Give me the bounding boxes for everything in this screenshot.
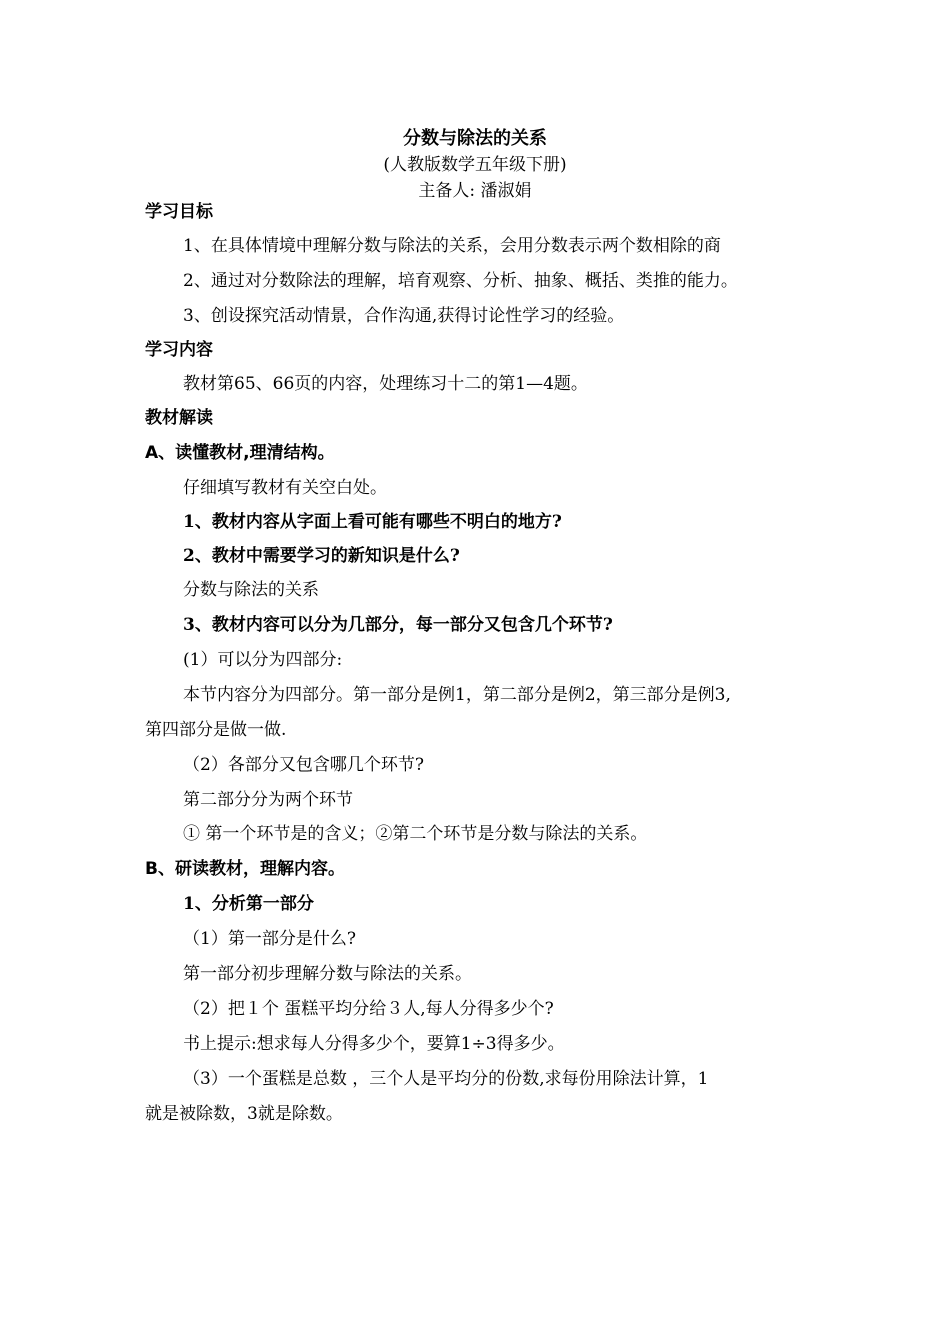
paragraph-line: 就是被除数，3就是除数。 — [145, 1104, 343, 1124]
question-3: 3、教材内容可以分为几部分，每一部分又包含几个环节? — [183, 615, 613, 635]
page-title: 分数与除法的关系 — [403, 128, 547, 149]
goal-item: 3、创设探究活动情景，合作沟通,获得讨论性学习的经验。 — [183, 306, 625, 326]
paragraph-line: 书上提示:想求每人分得多少个，要算1÷3得多少。 — [183, 1034, 565, 1054]
goal-item: 1、在具体情境中理解分数与除法的关系，会用分数表示两个数相除的商 — [183, 236, 721, 256]
paragraph-line: （1）第一部分是什么? — [183, 929, 356, 949]
section-a-intro: 仔细填写教材有关空白处。 — [183, 478, 387, 498]
paragraph-line: (1）可以分为四部分: — [183, 650, 343, 670]
paragraph-line: （2）各部分又包含哪几个环节? — [183, 755, 424, 775]
answer-2: 分数与除法的关系 — [183, 580, 319, 600]
question-2: 2、教材中需要学习的新知识是什么? — [183, 546, 460, 566]
paragraph-line: 本节内容分为四部分。第一部分是例1，第二部分是例2，第三部分是例3, — [183, 685, 731, 705]
paragraph-line: 第一部分初步理解分数与除法的关系。 — [183, 964, 472, 984]
question-1: 1、教材内容从字面上看可能有哪些不明白的地方? — [183, 512, 562, 532]
author-line: 主备人: 潘淑娟 — [418, 181, 532, 201]
section-b-heading: B、研读教材，理解内容。 — [145, 859, 345, 879]
reading-heading: 教材解读 — [145, 408, 213, 428]
content-text: 教材第65、66页的内容，处理练习十二的第1—4题。 — [183, 374, 588, 394]
goal-item: 2、通过对分数除法的理解，培育观察、分析、抽象、概括、类推的能力。 — [183, 271, 738, 291]
section-b-subheading: 1、分析第一部分 — [183, 894, 314, 914]
page-subtitle: (人教版数学五年级下册) — [383, 155, 567, 175]
goals-heading: 学习目标 — [145, 202, 213, 222]
paragraph-line: （3）一个蛋糕是总数 ，三个人是平均分的份数,求每份用除法计算，1 — [183, 1069, 709, 1089]
content-heading: 学习内容 — [145, 340, 213, 360]
paragraph-line: ① 第一个环节是的含义；②第二个环节是分数与除法的关系。 — [183, 824, 648, 844]
paragraph-line: 第四部分是做一做. — [145, 720, 287, 740]
paragraph-line: （2）把１个 蛋糕平均分给３人,每人分得多少个? — [183, 999, 554, 1019]
section-a-heading: A、读懂教材,理清结构。 — [145, 443, 335, 463]
paragraph-line: 第二部分分为两个环节 — [183, 790, 353, 810]
